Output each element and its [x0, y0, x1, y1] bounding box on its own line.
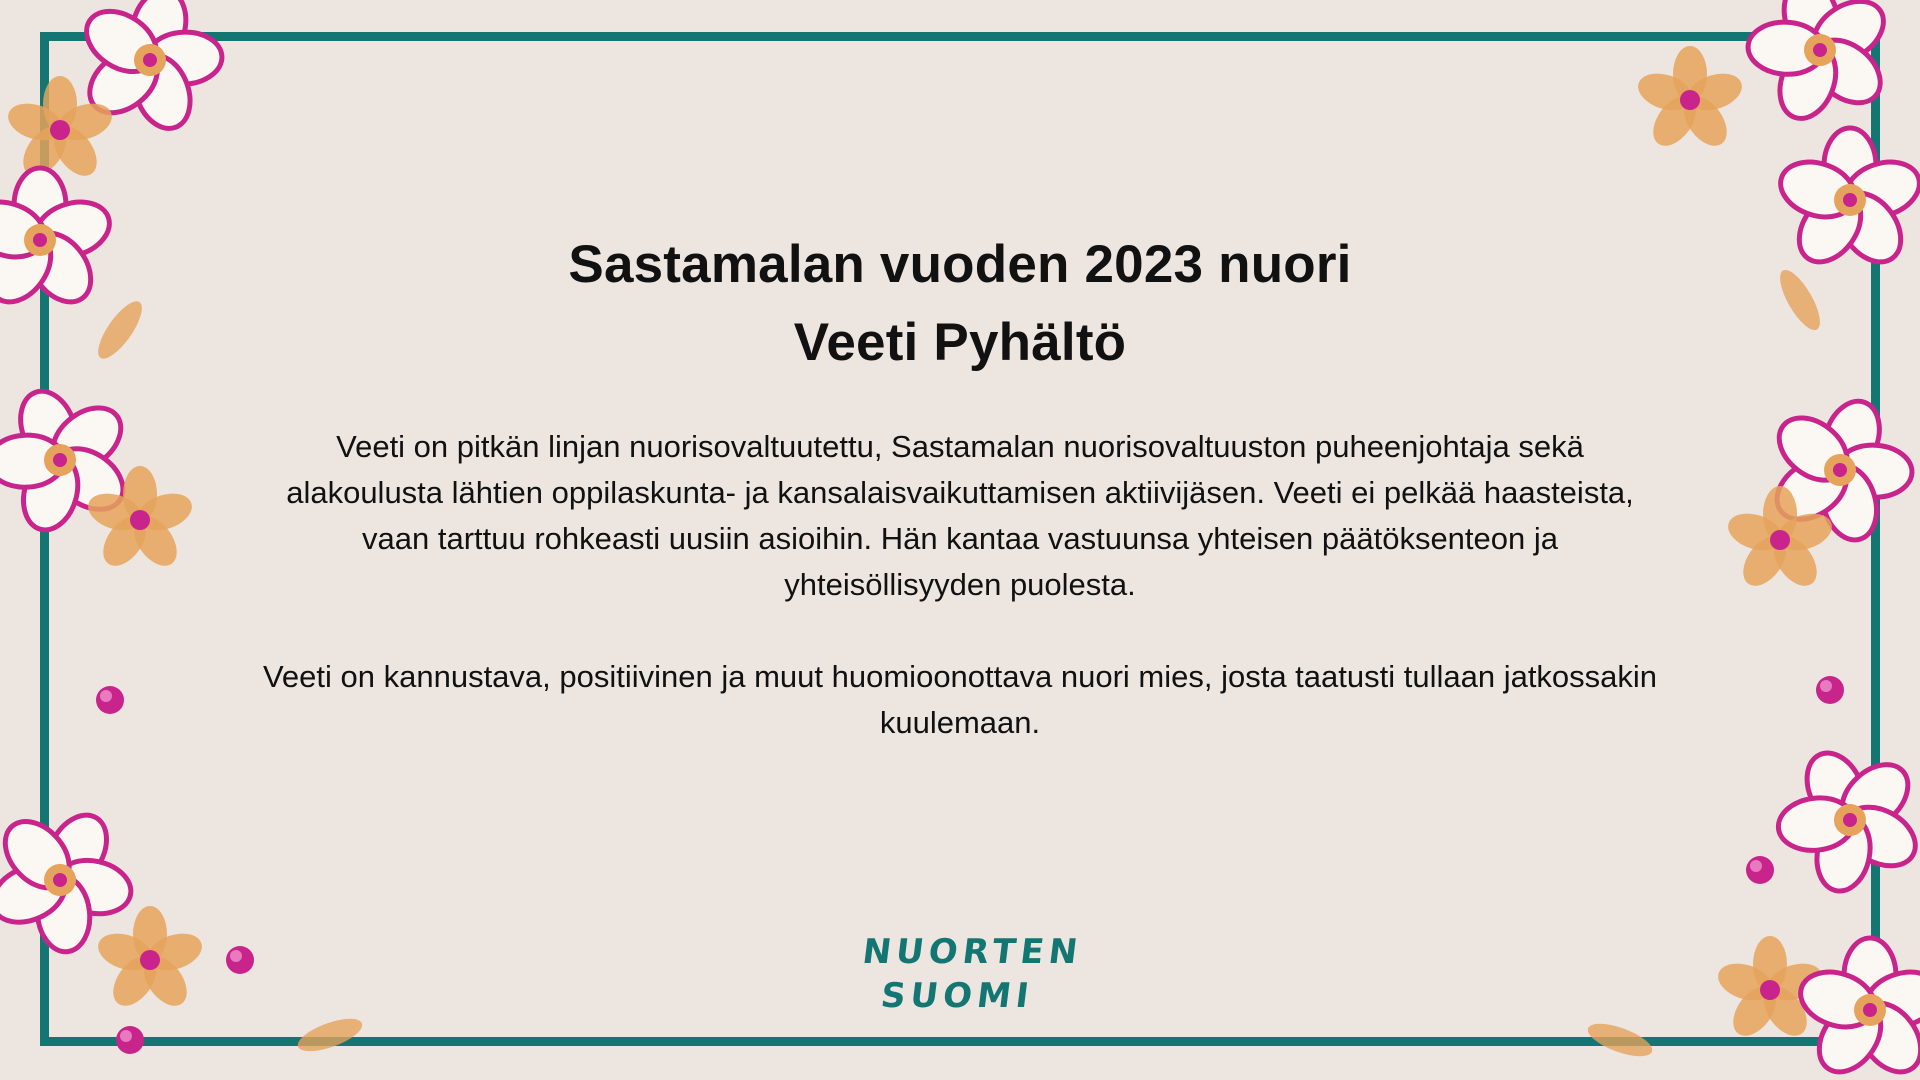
description-paragraph-2: Veeti on kannustava, positiivinen ja muut huomioonottava nuori mies, josta taatusti tullaan jatkossakin kuulemaan. [262, 659, 1658, 740]
awardee-name: Veeti Pyhältö [793, 313, 1127, 372]
award-content [260, 226, 1660, 746]
description-paragraph-1: Veeti on pitkän linjan nuorisovaltuutettu, Sastamalan nuorisovaltuuston puheenjohtaja sekä alakoulusta lähtien oppilaskunta- ja kansalaisvaikuttamisen aktiivijäsen. Veeti ei pelkää haasteista, vaan tarttuu rohkeasti uusiin asioihin. Hän kantaa vastuunsa yhteisen päätöksenteon ja yhteisöllisyyden puolesta. [286, 429, 1634, 602]
title-line-1: Sastamalan vuoden 2023 nuori [568, 235, 1352, 294]
award-title [260, 226, 1660, 382]
nuorten-suomi-logo [855, 930, 1085, 1018]
logo-line-2: SUOMI [878, 976, 1036, 1016]
award-description [260, 424, 1660, 746]
logo-line-1: NUORTEN [860, 932, 1085, 972]
